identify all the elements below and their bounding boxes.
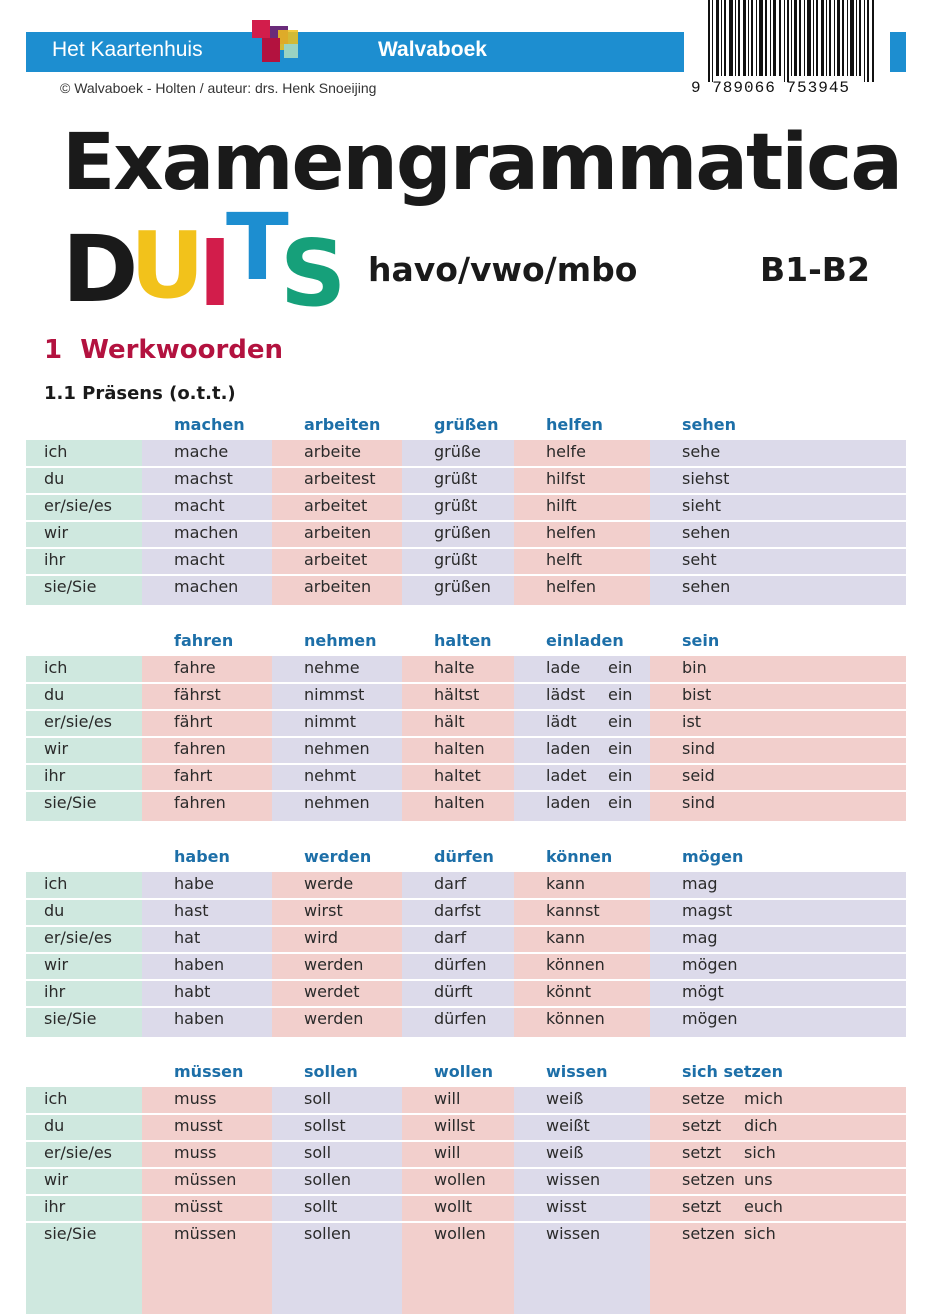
pronoun-cell: du: [44, 1116, 65, 1135]
section-name: Werkwoorden: [80, 335, 284, 365]
conjugation-cell: muss: [174, 1089, 217, 1108]
conjugation-cell: dürfen: [434, 1009, 487, 1028]
conjugation-cell: setzt dich: [682, 1116, 778, 1135]
pronoun-cell: er/sie/es: [44, 928, 113, 947]
subsection-heading: 1.1 Präsens (o.t.t.): [44, 383, 236, 404]
conjugation-cell: habt: [174, 982, 211, 1001]
verb-header: haben: [174, 847, 230, 866]
pronoun-cell: er/sie/es: [44, 1143, 113, 1162]
page-title: Examengrammatica: [62, 118, 901, 208]
verb-header: müssen: [174, 1062, 244, 1081]
conjugation-cell: kann: [546, 874, 586, 893]
conjugation-cell: setzt sich: [682, 1143, 776, 1162]
conjugation-cell: haltet: [434, 766, 481, 785]
conjugation-cell: sehen: [682, 577, 731, 596]
conjugation-cell: magst: [682, 901, 733, 920]
conjugation-cell: grüßt: [434, 469, 478, 488]
conjugation-cell: halte: [434, 658, 475, 677]
conjugation-cell: nehmen: [304, 793, 370, 812]
header-bar: [26, 32, 684, 72]
conjugation-cell: bin: [682, 658, 707, 677]
pronoun-cell: ich: [44, 658, 68, 677]
conjugation-cell: will: [434, 1143, 461, 1162]
conjugation-cell: setze mich: [682, 1089, 783, 1108]
conjugation-cell: seid: [682, 766, 715, 785]
conjugation-cell: müssen: [174, 1224, 237, 1243]
conjugation-cell: nehme: [304, 658, 360, 677]
pronoun-cell: sie/Sie: [44, 793, 97, 812]
conjugation-cell: müsst: [174, 1197, 223, 1216]
conjugation-cell: seht: [682, 550, 717, 569]
conjugation-cell: werden: [304, 1009, 364, 1028]
conjugation-cell: setzt euch: [682, 1197, 783, 1216]
verb-header: helfen: [546, 415, 603, 434]
conjugation-cell: nehmen: [304, 739, 370, 758]
conjugation-cell: haben: [174, 1009, 225, 1028]
conjugation-cell: dürfen: [434, 955, 487, 974]
conjugation-cell: sehe: [682, 442, 721, 461]
conjugation-cell: wollt: [434, 1197, 473, 1216]
conjugation-cell: haben: [174, 955, 225, 974]
conjugation-cell: muss: [174, 1143, 217, 1162]
pronoun-cell: er/sie/es: [44, 712, 113, 731]
pronoun-cell: wir: [44, 955, 69, 974]
verb-header: sollen: [304, 1062, 358, 1081]
conjugation-cell: mache: [174, 442, 229, 461]
conjugation-cell: will: [434, 1089, 461, 1108]
conjugation-cell: grüßt: [434, 496, 478, 515]
conjugation-cell: halten: [434, 739, 485, 758]
pronoun-cell: sie/Sie: [44, 1009, 97, 1028]
conjugation-cell: weiß: [546, 1143, 584, 1162]
conjugation-cell: mag: [682, 874, 718, 893]
section-heading: [44, 335, 283, 365]
conjugation-table-3: [26, 844, 906, 1037]
conjugation-cell: werde: [304, 874, 354, 893]
conjugation-cell: sehen: [682, 523, 731, 542]
conjugation-cell: setzen uns: [682, 1170, 773, 1189]
conjugation-cell: macht: [174, 550, 225, 569]
conjugation-cell: sind: [682, 739, 716, 758]
conjugation-cell: sollen: [304, 1224, 351, 1243]
conjugation-table-1: [26, 412, 906, 605]
conjugation-table-2: [26, 628, 906, 821]
conjugation-cell: fahren: [174, 739, 226, 758]
conjugation-cell: ladet ein: [546, 766, 633, 785]
conjugation-cell: wirst: [304, 901, 343, 920]
conjugation-cell: wissen: [546, 1170, 601, 1189]
conjugation-cell: sieht: [682, 496, 722, 515]
conjugation-cell: soll: [304, 1089, 332, 1108]
verb-header: sehen: [682, 415, 737, 434]
verb-header: nehmen: [304, 631, 377, 650]
conjugation-cell: darf: [434, 874, 467, 893]
verb-header: machen: [174, 415, 245, 434]
conjugation-cell: sind: [682, 793, 716, 812]
verb-header: wollen: [434, 1062, 493, 1081]
conjugation-cell: hat: [174, 928, 201, 947]
verb-header: einladen: [546, 631, 624, 650]
conjugation-cell: helfen: [546, 523, 597, 542]
pronoun-cell: ihr: [44, 766, 66, 785]
conjugation-cell: sollt: [304, 1197, 338, 1216]
conjugation-cell: arbeitest: [304, 469, 376, 488]
conjugation-cell: fahren: [174, 793, 226, 812]
conjugation-cell: nehmt: [304, 766, 356, 785]
conjugation-cell: habe: [174, 874, 214, 893]
pronoun-cell: du: [44, 685, 65, 704]
conjugation-cell: hast: [174, 901, 209, 920]
section-number: 1: [44, 335, 63, 365]
wordmark-letter-u: U: [130, 212, 205, 319]
verb-header: dürfen: [434, 847, 494, 866]
conjugation-cell: helfe: [546, 442, 586, 461]
conjugation-cell: hilfst: [546, 469, 586, 488]
pronoun-cell: er/sie/es: [44, 496, 113, 515]
verb-header: arbeiten: [304, 415, 381, 434]
conjugation-cell: arbeitet: [304, 550, 368, 569]
conjugation-cell: lädst ein: [546, 685, 633, 704]
conjugation-cell: lade ein: [546, 658, 633, 677]
conjugation-cell: siehst: [682, 469, 730, 488]
conjugation-cell: halten: [434, 793, 485, 812]
verb-header: sein: [682, 631, 720, 650]
conjugation-cell: machst: [174, 469, 233, 488]
pronoun-cell: du: [44, 901, 65, 920]
conjugation-cell: werden: [304, 955, 364, 974]
conjugation-cell: helfen: [546, 577, 597, 596]
pronoun-cell: ihr: [44, 982, 66, 1001]
conjugation-cell: mögt: [682, 982, 724, 1001]
side-tab: [890, 32, 906, 72]
conjugation-cell: sollen: [304, 1170, 351, 1189]
verb-header: wissen: [546, 1062, 608, 1081]
conjugation-cell: hältst: [434, 685, 480, 704]
conjugation-cell: setzen sich: [682, 1224, 776, 1243]
conjugation-cell: fährst: [174, 685, 221, 704]
pronoun-cell: ihr: [44, 550, 66, 569]
pronoun-cell: wir: [44, 523, 69, 542]
conjugation-cell: hält: [434, 712, 465, 731]
pronoun-cell: ich: [44, 1089, 68, 1108]
wordmark-letter-s: S: [280, 220, 347, 327]
conjugation-cell: willst: [434, 1116, 476, 1135]
conjugation-cell: laden ein: [546, 793, 633, 812]
publisher-name: Het Kaartenhuis: [52, 38, 203, 61]
conjugation-cell: kannst: [546, 901, 600, 920]
wordmark-letter-i: I: [198, 220, 233, 327]
conjugation-cell: mag: [682, 928, 718, 947]
conjugation-cell: wissen: [546, 1224, 601, 1243]
conjugation-cell: musst: [174, 1116, 223, 1135]
conjugation-cell: sollst: [304, 1116, 346, 1135]
conjugation-cell: können: [546, 1009, 605, 1028]
pronoun-cell: du: [44, 469, 65, 488]
conjugation-cell: wisst: [546, 1197, 587, 1216]
cefr-level: B1-B2: [760, 250, 870, 289]
conjugation-cell: machen: [174, 523, 239, 542]
conjugation-cell: soll: [304, 1143, 332, 1162]
pronoun-cell: wir: [44, 739, 69, 758]
conjugation-cell: dürft: [434, 982, 473, 1001]
pronoun-cell: ich: [44, 874, 68, 893]
isbn-number: 9 789066 753945: [691, 79, 851, 97]
wordmark-letter-t: T: [226, 194, 289, 301]
conjugation-cell: werdet: [304, 982, 360, 1001]
conjugation-cell: darf: [434, 928, 467, 947]
publisher-logo-icon: [252, 20, 302, 70]
pronoun-cell: ich: [44, 442, 68, 461]
conjugation-cell: hilft: [546, 496, 577, 515]
pronoun-cell: sie/Sie: [44, 1224, 97, 1243]
conjugation-cell: nimmt: [304, 712, 357, 731]
conjugation-cell: laden ein: [546, 739, 633, 758]
verb-header: halten: [434, 631, 492, 650]
copyright-line: © Walvaboek - Holten / auteur: drs. Henk Snoeijing: [60, 80, 377, 96]
verb-header: grüßen: [434, 415, 499, 434]
conjugation-cell: wollen: [434, 1170, 486, 1189]
conjugation-cell: fährt: [174, 712, 213, 731]
conjugation-cell: bist: [682, 685, 712, 704]
row-divider: [26, 709, 906, 711]
pronoun-cell: ihr: [44, 1197, 66, 1216]
conjugation-cell: darfst: [434, 901, 481, 920]
conjugation-cell: weißt: [546, 1116, 590, 1135]
conjugation-cell: könnt: [546, 982, 592, 1001]
conjugation-cell: grüße: [434, 442, 481, 461]
brand-name: Walvaboek: [378, 38, 487, 61]
conjugation-cell: arbeite: [304, 442, 361, 461]
conjugation-cell: fahre: [174, 658, 216, 677]
conjugation-cell: müssen: [174, 1170, 237, 1189]
conjugation-cell: können: [546, 955, 605, 974]
verb-header: fahren: [174, 631, 234, 650]
conjugation-cell: macht: [174, 496, 225, 515]
verb-header: mögen: [682, 847, 744, 866]
conjugation-cell: mögen: [682, 1009, 738, 1028]
conjugation-cell: grüßen: [434, 523, 491, 542]
conjugation-cell: mögen: [682, 955, 738, 974]
conjugation-cell: ist: [682, 712, 702, 731]
conjugation-cell: arbeitet: [304, 496, 368, 515]
conjugation-cell: grüßen: [434, 577, 491, 596]
conjugation-cell: wollen: [434, 1224, 486, 1243]
conjugation-cell: fahrt: [174, 766, 213, 785]
conjugation-cell: nimmst: [304, 685, 365, 704]
conjugation-table-4: [26, 1059, 906, 1252]
conjugation-cell: kann: [546, 928, 586, 947]
conjugation-cell: grüßt: [434, 550, 478, 569]
conjugation-cell: arbeiten: [304, 577, 372, 596]
conjugation-cell: weiß: [546, 1089, 584, 1108]
pronoun-cell: wir: [44, 1170, 69, 1189]
conjugation-cell: helft: [546, 550, 583, 569]
barcode-icon: [708, 0, 874, 82]
verb-header: sich setzen: [682, 1062, 784, 1081]
pronoun-cell: sie/Sie: [44, 577, 97, 596]
conjugation-cell: wird: [304, 928, 338, 947]
school-levels: havo/vwo/mbo: [368, 250, 638, 289]
verb-header: werden: [304, 847, 372, 866]
conjugation-cell: arbeiten: [304, 523, 372, 542]
language-wordmark: [62, 194, 347, 327]
verb-header: können: [546, 847, 613, 866]
conjugation-cell: lädt ein: [546, 712, 633, 731]
conjugation-cell: machen: [174, 577, 239, 596]
wordmark-letter-d: D: [62, 216, 139, 323]
